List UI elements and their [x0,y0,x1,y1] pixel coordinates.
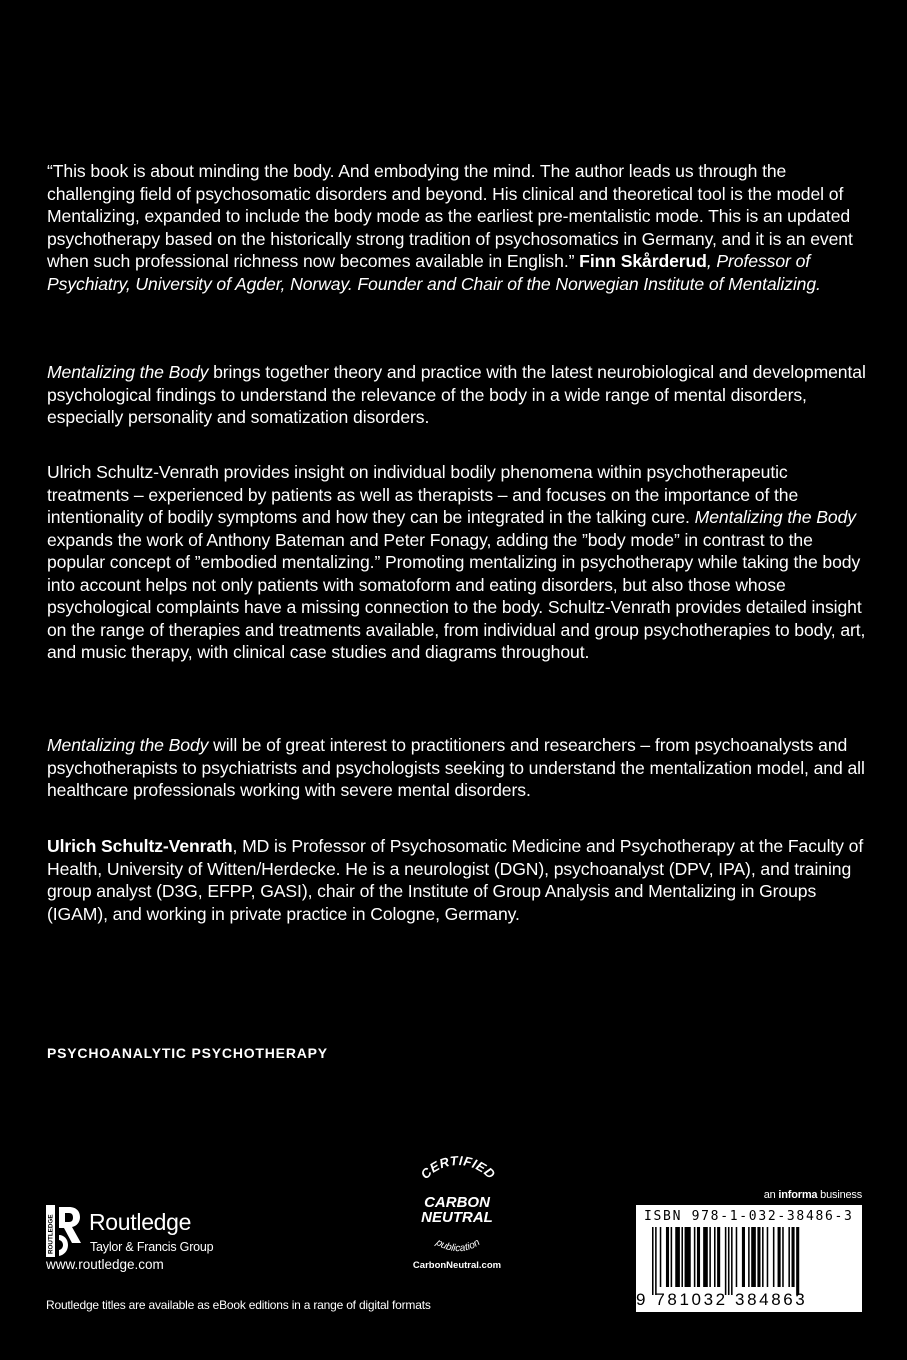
series-label: PSYCHOANALYTIC PSYCHOTHERAPY [47,1045,328,1061]
endorsement-author: Finn Skårderud [579,251,707,271]
author-bio [47,835,867,925]
barcode-bar [782,1227,784,1287]
barcode-bar [709,1227,711,1287]
barcode-digits: 9 781032 384863 [636,1290,808,1309]
ebook-note: Routledge titles are available as eBook editions in a range of digital formats [46,1298,431,1312]
endorsement-affiliation: , Professor of Psychiatry, University of Agder, Norway. Founder and Chair of the Norwegian Institute of Mentalizing. [47,251,821,294]
barcode-bar [792,1227,795,1287]
routledge-mark-icon [46,1205,82,1257]
description-paragraph-2 [47,461,867,664]
endorsement [47,160,867,295]
carbon-url: CarbonNeutral.com [412,1260,502,1271]
barcode-bar [655,1227,657,1295]
informa-brand: informa [778,1189,818,1201]
barcode-bar [694,1227,696,1287]
endorsement-quote: “This book is about minding the body. And embodying the mind. The author leads us through the challenging field of psychosomatic disorders and beyond. His clinical and theoretical tool is the model of Mentalizing, expanded to include the body mode as the earliest pre-mentalistic mode. This is an updated psychotherapy based on the historically strong tradition of psychosomatics in Germany, and it is an event when such professional richness now becomes available in English.” [47,161,853,271]
barcode-bar [728,1227,730,1295]
barcode-bar [788,1227,790,1287]
barcode-bar [660,1227,662,1287]
description-paragraph-3 [47,734,867,802]
publisher-name: Routledge [89,1209,192,1235]
barcode-bar [685,1227,691,1287]
description-text: Ulrich Schultz-Venrath provides insight on individual bodily phenomena within psychotherapeutic treatments – experienced by patients as well as therapists – and focuses on the importance of the intentionality of bodily symptoms and how they can be integrated in the talking cure. [47,462,799,527]
barcode-bars [638,1227,860,1295]
barcode-bar [675,1227,680,1287]
neutral-word: NEUTRAL [421,1209,493,1226]
carbon-neutral-logo [395,1150,520,1275]
author-bio-text: , MD is Professor of Psychosomatic Medicine and Psychotherapy at the Faculty of Health, University of Witten/Herdecke. He is a neurologist (DGN), psychoanalyst (DPV, IPA), and training group analyst (D3G, EFPP, GASI), chair of the Institute of Group Analysis and Mentalizing in Groups (IGAM), and working in private practice in Cologne, Germany. [47,836,864,924]
isbn-barcode [636,1205,862,1312]
barcode-bar [751,1227,756,1287]
book-title-ref: Mentalizing the Body [47,362,209,382]
carbon-certified-text: CERTIFIED [417,1152,499,1182]
informa-prefix: an [763,1189,779,1201]
svg-text:publication [433,1237,482,1255]
barcode-bar [681,1227,683,1287]
book-title-ref: Mentalizing the Body [47,735,209,755]
carbon-publication-text: publication [433,1237,483,1255]
description-paragraph-1 [47,361,867,429]
svg-text:CERTIFIED [418,1153,499,1182]
publisher-website[interactable]: www.routledge.com [46,1257,164,1272]
barcode-bar [742,1227,745,1287]
barcode-bar [748,1227,750,1287]
routledge-vertical-text: ROUTLEDGE [47,1214,55,1254]
informa-label [764,1189,862,1201]
barcode-bar [757,1227,760,1287]
barcode-bar [697,1227,700,1287]
barcode-bar [714,1227,716,1287]
barcode-bar [652,1227,654,1295]
barcode-bar [671,1227,673,1287]
barcode-bar [762,1227,764,1287]
barcode-bar [703,1227,708,1287]
description-text: expands the work of Anthony Bateman and Peter Fonagy, adding the ”body mode” in contrast to the popular concept of ”embodied mentalizing.” Promoting mentalizing in psychotherapy while taking the body into account helps not only patients with somatoform and eating disorders, but also those whose psychological complaints have a missing connection to the body. Schultz-Venrath provides detailed insight on the range of therapies and treatments available, from individual and group psychotherapies to body, art, and music therapy, with clinical case studies and diagrams throughout. [47,529,866,662]
description-text: will be of great interest to practitioners and researchers – from psychoanalysts and psychotherapists to psychiatrists and psychologists seeking to understand the mentalization model, and all healthcare professionals working with severe mental disorders. [47,735,865,800]
barcode-bar [796,1227,799,1295]
barcode-bar [725,1227,727,1295]
barcode-bar [731,1227,733,1295]
barcode-bar [778,1227,781,1287]
barcode-bar [736,1227,738,1287]
barcode-bar [767,1227,769,1287]
informa-suffix: business [817,1189,862,1201]
author-name: Ulrich Schultz-Venrath [47,836,233,856]
barcode-bar [717,1227,720,1287]
description-text: brings together theory and practice with the latest neurobiological and developmental psychological findings to understand the relevance of the body in a wide range of mental disorders, especially personality and somatization disorders. [47,362,866,427]
publisher-group: Taylor & Francis Group [90,1240,214,1254]
carbon-word: CARBON [424,1194,490,1211]
book-title-ref: Mentalizing the Body [694,507,856,527]
barcode-bar [666,1227,669,1287]
barcode-bar [773,1227,775,1287]
isbn-text: ISBN 978-1-032-38486-3 [644,1209,854,1224]
